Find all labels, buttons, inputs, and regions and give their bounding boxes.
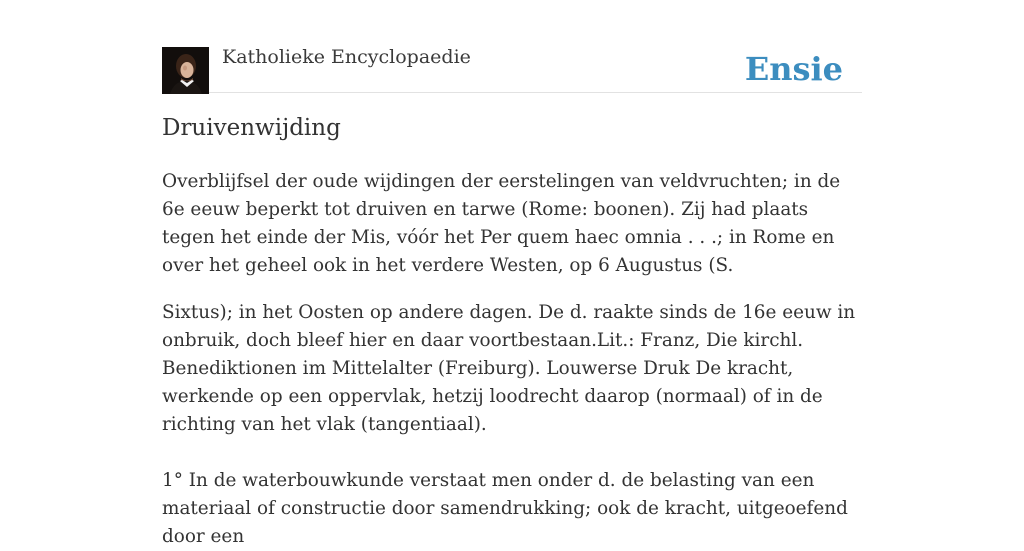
header — [162, 0, 862, 93]
portrait-icon — [162, 47, 209, 94]
article-paragraph: Overblijfsel der oude wijdingen der eerstelingen van veldvruchten; in de 6e eeuw beperkt tot druiven en tarwe (Rome: boonen). Zij had plaats tegen het einde der Mis, vóór het Per quem haec omnia . . .; in Rome en over het geheel ook in het verdere Westen, op 6 Augustus (S. — [162, 171, 841, 276]
source-name[interactable]: Katholieke Encyclopaedie — [222, 46, 471, 68]
article-paragraph: Sixtus); in het Oosten op andere dagen. De d. raakte sinds de 16e eeuw in onbruik, doch bleef hier en daar voortbestaan.Lit.: Franz, Die kirchl. Benediktionen im Mittelalter (Freiburg). Louwerse Druk De kracht, werkende op een oppervlak, hetzij loodrecht daarop (normaal) of in de richting van het vlak (tangentiaal). — [162, 302, 856, 435]
page — [162, 0, 862, 547]
article-title: Druivenwijding — [162, 115, 341, 141]
source-avatar[interactable] — [162, 47, 209, 94]
brand-logo[interactable]: Ensie — [744, 50, 843, 88]
article-paragraph: 1° In de waterbouwkunde verstaat men onder d. de belasting van een materiaal of constructie door samendrukking; ook de kracht, uitgeoefend door een — [162, 470, 848, 547]
